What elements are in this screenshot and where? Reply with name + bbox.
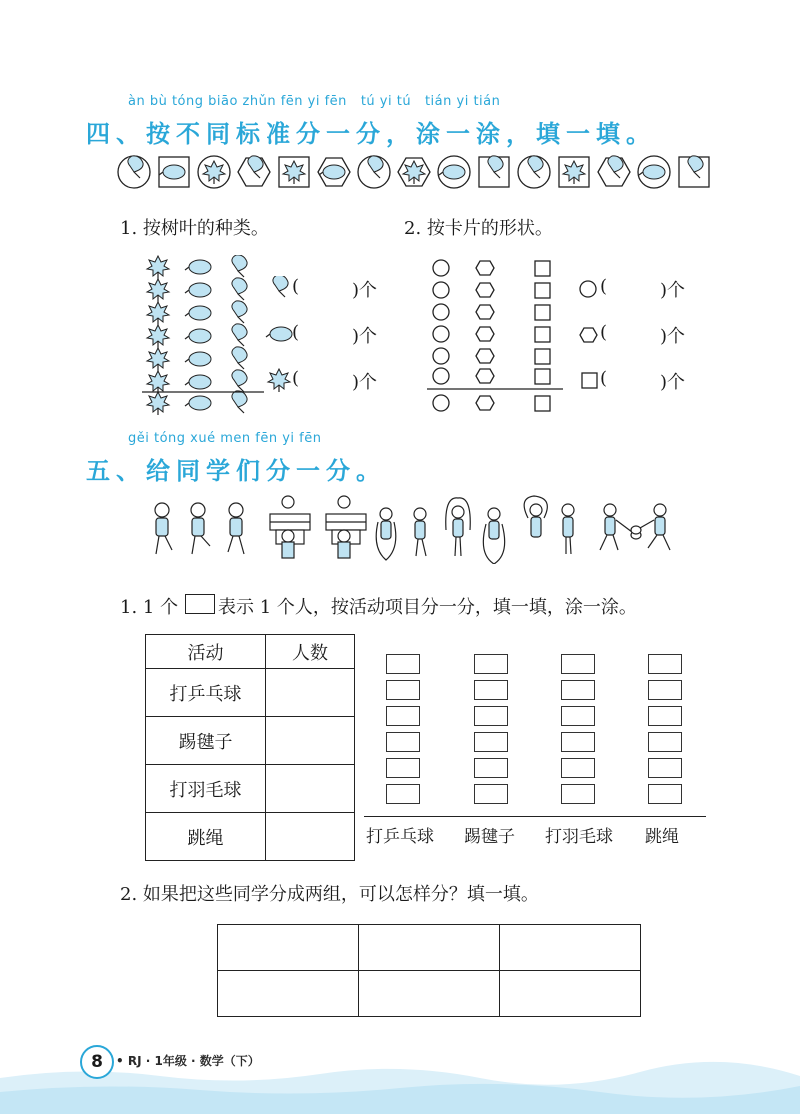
table-row <box>146 765 355 813</box>
activity-name: 跳绳 <box>146 813 266 861</box>
chart-box[interactable] <box>386 758 420 778</box>
chart-box[interactable] <box>561 680 595 700</box>
group-cell[interactable] <box>359 925 500 971</box>
activity-name: 打乒乓球 <box>146 669 266 717</box>
section5-q2-label: 2. 如果把这些同学分成两组，可以怎样分？填一填。 <box>120 884 539 905</box>
chart-label: 打乒乓球 <box>366 827 434 847</box>
table-row <box>146 669 355 717</box>
shape-blank-close[interactable]: )个 <box>660 372 686 393</box>
chart-box[interactable] <box>648 758 682 778</box>
leaf-blank-open: ( <box>292 276 300 297</box>
chart-box[interactable] <box>648 654 682 674</box>
activity-name: 打羽毛球 <box>146 765 266 813</box>
group-cell[interactable] <box>218 925 359 971</box>
leaf-blank-open: ( <box>292 322 300 343</box>
shape-blank-close[interactable]: )个 <box>660 326 686 347</box>
table-row <box>146 813 355 861</box>
leaf-blank-close[interactable]: )个 <box>352 326 378 347</box>
chart-box[interactable] <box>474 732 508 752</box>
chart-column-badminton <box>561 654 595 804</box>
shape-sort-grid <box>425 258 565 418</box>
chart-label: 打羽毛球 <box>545 827 613 847</box>
section4-title: 四、按不同标准分一分，涂一涂，填一填。 <box>86 120 656 148</box>
chart-label: 跳绳 <box>645 827 679 847</box>
chart-box[interactable] <box>474 706 508 726</box>
shape-blank-open: ( <box>600 368 608 389</box>
page-number: 8 <box>80 1045 114 1079</box>
activity-table <box>145 634 355 861</box>
leaf-blank-open: ( <box>292 368 300 389</box>
chart-box[interactable] <box>386 706 420 726</box>
hexagon-shape-icon <box>578 325 600 345</box>
unit-box-icon <box>185 594 215 614</box>
shape-blank-open: ( <box>600 322 608 343</box>
card-strip <box>112 150 722 194</box>
chart-box[interactable] <box>474 680 508 700</box>
activity-name: 踢毽子 <box>146 717 266 765</box>
grouping-table <box>217 924 641 1017</box>
chart-column-jumprope <box>648 654 682 804</box>
footer-text: • RJ · 1年级 · 数学（下） <box>116 1054 260 1068</box>
shape-blank-close[interactable]: )个 <box>660 280 686 301</box>
ginkgo-leaf-icon <box>266 276 292 300</box>
chart-column-shuttlecock <box>474 654 508 804</box>
chart-box[interactable] <box>474 784 508 804</box>
oval-leaf-icon <box>264 322 294 346</box>
count-cell[interactable] <box>266 813 355 861</box>
table-row <box>146 717 355 765</box>
count-cell[interactable] <box>266 717 355 765</box>
chart-box[interactable] <box>386 732 420 752</box>
table-header-activity: 活动 <box>146 635 266 669</box>
leaf-blank-close[interactable]: )个 <box>352 372 378 393</box>
table-header-count: 人数 <box>266 635 355 669</box>
leaf-blank-close[interactable]: )个 <box>352 280 378 301</box>
section5-q1-suffix: 表示 1 个人，按活动项目分一分，填一填，涂一涂。 <box>218 597 637 618</box>
count-cell[interactable] <box>266 765 355 813</box>
maple-leaf-icon <box>266 368 292 394</box>
chart-box[interactable] <box>474 654 508 674</box>
count-cell[interactable] <box>266 669 355 717</box>
section5-title: 五、给同学们分一分。 <box>86 457 386 485</box>
circle-shape-icon <box>578 279 600 299</box>
leaf-sort-grid <box>140 255 270 415</box>
chart-box[interactable] <box>561 758 595 778</box>
group-cell[interactable] <box>359 971 500 1017</box>
chart-box[interactable] <box>648 732 682 752</box>
chart-box[interactable] <box>561 706 595 726</box>
section5-pinyin: gěi tóng xué men fēn yi fēn <box>128 431 322 446</box>
chart-box[interactable] <box>474 758 508 778</box>
chart-label: 踢毽子 <box>464 827 515 847</box>
square-shape-icon <box>580 371 600 391</box>
chart-baseline <box>364 816 706 817</box>
section5-q1-prefix: 1. 1 个 <box>120 597 179 618</box>
chart-column-pingpong <box>386 654 420 804</box>
group-cell[interactable] <box>218 971 359 1017</box>
section4-pinyin: àn bù tóng biāo zhǔn fēn yi fēn tú yi tú tián yi tián <box>128 94 501 109</box>
group-cell[interactable] <box>500 925 641 971</box>
chart-box[interactable] <box>561 732 595 752</box>
chart-box[interactable] <box>648 706 682 726</box>
group-cell[interactable] <box>500 971 641 1017</box>
chart-box[interactable] <box>561 654 595 674</box>
chart-box[interactable] <box>561 784 595 804</box>
section4-q1-label: 1. 按树叶的种类。 <box>120 218 269 239</box>
chart-box[interactable] <box>386 654 420 674</box>
chart-box[interactable] <box>386 680 420 700</box>
chart-box[interactable] <box>386 784 420 804</box>
chart-box[interactable] <box>648 784 682 804</box>
children-illustration <box>148 492 688 564</box>
chart-box[interactable] <box>648 680 682 700</box>
shape-blank-open: ( <box>600 276 608 297</box>
section4-q2-label: 2. 按卡片的形状。 <box>404 218 553 239</box>
